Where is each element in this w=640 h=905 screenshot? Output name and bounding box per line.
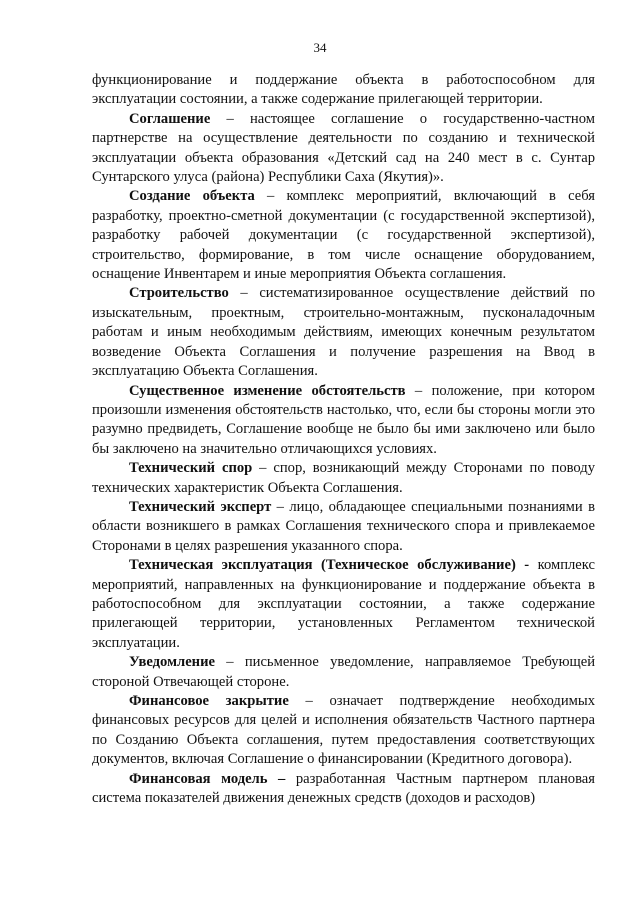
definition-stroitelstvo xyxy=(92,284,595,381)
definition-text: лицо, обладающее специальными познаниями в области возникшего в рамках Соглашения технического спора и привлекаемое Сторонами в целях разрешения указанного спора. xyxy=(92,498,595,554)
definition-term: Технический спор xyxy=(129,460,253,477)
definition-term: Техническая эксплуатация (Техническое обслуживание) - xyxy=(129,557,530,574)
definition-separator xyxy=(529,557,537,573)
definition-term: Уведомление xyxy=(129,654,215,671)
definition-term: Строительство xyxy=(129,285,229,302)
definition-separator: – xyxy=(210,110,250,127)
definition-separator xyxy=(285,771,296,787)
document-body xyxy=(92,71,595,808)
definition-uvedomlenie xyxy=(92,653,595,692)
definition-separator: – xyxy=(254,188,287,205)
definition-separator: – xyxy=(252,460,274,477)
definition-soglashenie xyxy=(92,110,595,188)
definition-text: означает подтверждение необходимых финансовых ресурсов для целей и исполнения обязательств Частного партнера по Созданию Объекта соглашения, путем предоставления соответствующих документов, включая Соглашение о финансировании (Кредитного договора). xyxy=(92,693,596,768)
definition-term: Существенное изменение обстоятельств xyxy=(129,382,406,399)
definition-finansovoe-zakrytie xyxy=(92,692,595,770)
definition-separator: – xyxy=(288,693,330,709)
page-number: 34 xyxy=(313,40,327,55)
definition-separator: – xyxy=(405,382,432,399)
paragraph-text: функционирование и поддержание объекта в работоспособном для эксплуатации состоянии, а также содержание прилегающей территории. xyxy=(92,72,595,108)
definition-sozdanie-obekta xyxy=(92,187,595,284)
definition-separator: – xyxy=(214,654,245,671)
definition-tekhnicheskaya-ekspluatatsiya xyxy=(92,556,595,653)
definition-term: Финансовая модель – xyxy=(129,770,286,787)
definition-text: комплекс мероприятий, включающий в себя разработку, проектно-сметной документации (с государственной экспертизой), разработку рабочей документации (с государственной экспертизой), строительство, формирование, в том числе оснащение оборудованием, оснащение Инвентарем и иные мероприятия Объекта соглашения. xyxy=(92,188,596,283)
definition-separator: – xyxy=(228,285,260,302)
definition-finansovaya-model xyxy=(92,770,595,809)
definition-text: настоящее соглашение о государственно-частном партнерстве на осуществление деятельности по созданию и технической эксплуатации объекта образования «Детский сад на 240 мест в с. Сунтар Сунтарского улуса (района) Республики Саха (Якутия)». xyxy=(92,110,595,186)
definition-text: письменное уведомление, направляемое Требующей стороной Отвечающей стороне. xyxy=(92,654,596,690)
definition-text: разработанная Частным партнером плановая система показателей движения денежных средств (доходов и расходов) xyxy=(92,770,595,807)
definition-text: систематизированное осуществление действий по изыскательным, проектным, строительно-монтажным, пусконаладочным работам и иным необходимым действиям, имеющих конечным результатом возведение Объекта Соглашения и получение разрешения на Ввод в эксплуатацию Объекта Соглашения. xyxy=(92,285,596,380)
definition-text: спор, возникающий между Сторонами по поводу технических характеристик Объекта Соглашения. xyxy=(92,460,596,496)
definition-tekhnicheskiy-ekspert xyxy=(92,498,595,556)
definition-term: Соглашение xyxy=(129,110,211,127)
definition-tekhnicheskiy-spor xyxy=(92,459,595,498)
paragraph-continuation xyxy=(92,71,595,110)
definition-text: положение, при котором произошли изменения обстоятельств настолько, что, если бы стороны могли это разумно предвидеть, Соглашение вообще не было бы ими заключено или было бы заключено на значительно отличающихся условиях. xyxy=(92,382,595,457)
definition-term: Создание объекта xyxy=(129,188,255,205)
definition-separator: – xyxy=(271,498,290,515)
definition-term: Финансовое закрытие xyxy=(129,693,289,709)
definition-text: комплекс мероприятий, направленных на функционирование и поддержание объекта в работоспособном для эксплуатации состоянии, а также содержание прилегающей территории, установленных Регламентом технической эксплуатации. xyxy=(92,557,595,651)
definition-sushchestvennoe-izmenenie xyxy=(92,382,595,460)
definition-term: Технический эксперт xyxy=(129,498,272,515)
